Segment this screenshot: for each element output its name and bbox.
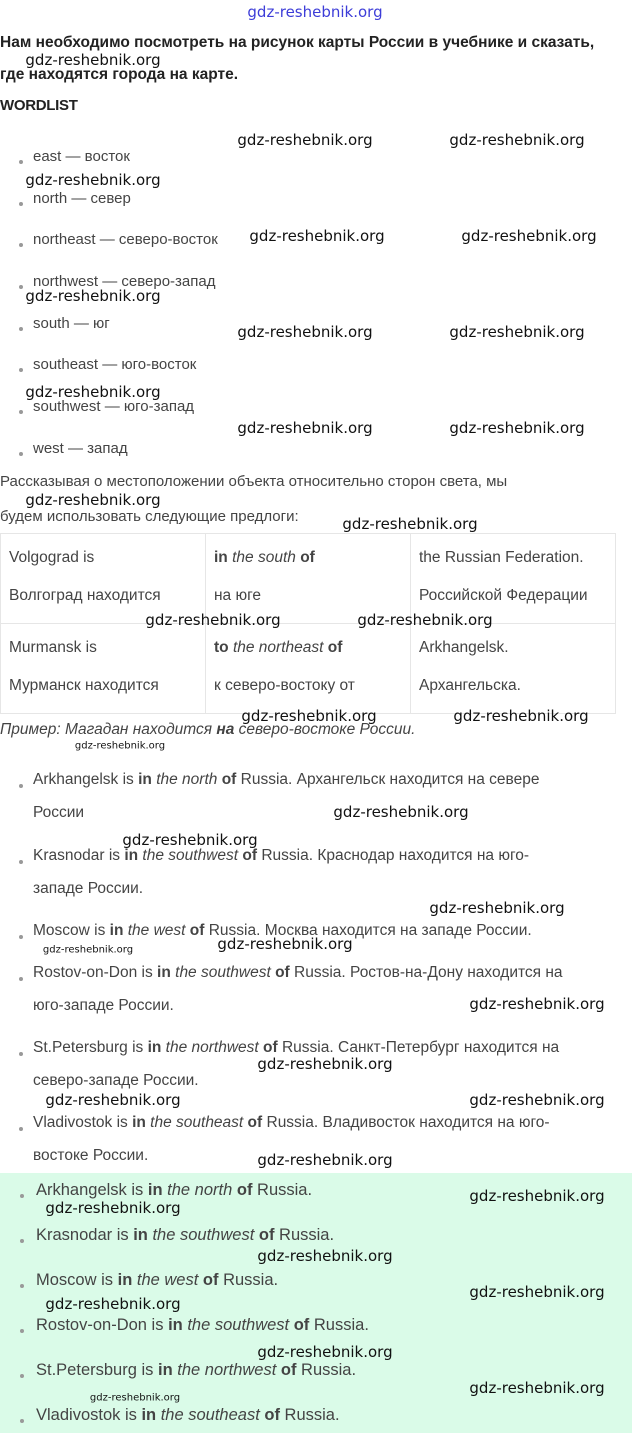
table-cell	[411, 534, 616, 624]
bullet-icon	[19, 160, 23, 164]
wordlist-item: southwest — юго-запад	[33, 398, 195, 415]
watermark: gdz-reshebnik.org	[45, 1199, 181, 1217]
wordlist-item: north — север	[33, 190, 131, 207]
cell-ru: Российской Федерации	[419, 587, 588, 604]
bullet-icon	[19, 784, 23, 788]
bullet-icon	[20, 1194, 24, 1198]
sentence: Krasnodar is in the southwest of Russia. Краснодар находится на юго-	[33, 847, 530, 864]
watermark: gdz-reshebnik.org	[74, 740, 166, 752]
prepositions-table	[0, 533, 616, 714]
bullet-icon	[20, 1239, 24, 1243]
sentence-continuation: востоке России.	[33, 1147, 149, 1164]
watermark: gdz-reshebnik.org	[25, 491, 161, 509]
sentence: Vladivostok is in the southeast of Russia.	[36, 1406, 340, 1424]
watermark: gdz-reshebnik.org	[241, 707, 377, 725]
bullet-icon	[19, 860, 23, 864]
watermark: gdz-reshebnik.org	[429, 899, 565, 917]
watermark: gdz-reshebnik.org	[25, 51, 161, 69]
watermark: gdz-reshebnik.org	[449, 131, 585, 149]
cell-en: in the south of	[214, 549, 315, 566]
wordlist-item: south — юг	[33, 315, 110, 332]
watermark: gdz-reshebnik.org	[449, 419, 585, 437]
sentence: Arkhangelsk is in the north of Russia.	[36, 1181, 313, 1199]
bullet-icon	[19, 977, 23, 981]
bullet-icon	[19, 452, 23, 456]
table-cell	[1, 534, 206, 624]
sentence: Moscow is in the west of Russia.	[36, 1271, 279, 1289]
watermark: gdz-reshebnik.org	[247, 3, 383, 21]
bullet-icon	[19, 935, 23, 939]
watermark: gdz-reshebnik.org	[333, 803, 469, 821]
bullet-icon	[19, 1052, 23, 1056]
watermark: gdz-reshebnik.org	[469, 1283, 605, 1301]
cell-ru: Архангельска.	[419, 677, 521, 694]
watermark: gdz-reshebnik.org	[237, 323, 373, 341]
example: Пример: Магадан находится на северо-востоке России.	[0, 721, 416, 738]
sentence: Vladivostok is in the southeast of Russia. Владивосток находится на юго-	[33, 1114, 550, 1131]
watermark: gdz-reshebnik.org	[45, 1295, 181, 1313]
watermark: gdz-reshebnik.org	[257, 1343, 393, 1361]
watermark: gdz-reshebnik.org	[461, 227, 597, 245]
bullet-icon	[19, 243, 23, 247]
watermark: gdz-reshebnik.org	[257, 1247, 393, 1265]
watermark: gdz-reshebnik.org	[357, 611, 493, 629]
table-cell	[411, 624, 616, 714]
watermark: gdz-reshebnik.org	[25, 383, 161, 401]
table-row	[1, 534, 616, 624]
paragraph-line-2: будем использовать следующие предлоги:	[0, 508, 299, 525]
sentence-continuation: юго-западе России.	[33, 997, 174, 1014]
watermark: gdz-reshebnik.org	[453, 707, 589, 725]
sentence-continuation: северо-западе России.	[33, 1072, 199, 1089]
watermark: gdz-reshebnik.org	[237, 131, 373, 149]
bullet-icon	[19, 410, 23, 414]
bullet-icon	[19, 285, 23, 289]
watermark: gdz-reshebnik.org	[25, 287, 161, 305]
bullet-icon	[20, 1329, 24, 1333]
sentence-continuation: России	[33, 804, 85, 821]
bullet-icon	[20, 1284, 24, 1288]
bullet-icon	[19, 327, 23, 331]
watermark: gdz-reshebnik.org	[469, 1187, 605, 1205]
sentence: St.Petersburg is in the northwest of Russia. Санкт-Петербург находится на	[33, 1039, 560, 1056]
watermark: gdz-reshebnik.org	[249, 227, 385, 245]
watermark: gdz-reshebnik.org	[342, 515, 478, 533]
paragraph-line-1: Рассказывая о местоположении объекта относительно сторон света, мы	[0, 473, 508, 490]
bullet-icon	[20, 1374, 24, 1378]
wordlist-title: WORDLIST	[0, 97, 78, 114]
watermark: gdz-reshebnik.org	[145, 611, 281, 629]
sentence: Rostov-on-Don is in the southwest of Russia. Ростов-на-Дону находится на	[33, 964, 563, 981]
watermark: gdz-reshebnik.org	[42, 944, 134, 956]
sentence: Rostov-on-Don is in the southwest of Russia.	[36, 1316, 369, 1334]
cell-ru: на юге	[214, 587, 262, 604]
intro-line-2: где находятся города на карте.	[0, 66, 239, 83]
bullet-icon	[20, 1419, 24, 1423]
watermark: gdz-reshebnik.org	[237, 419, 373, 437]
table-cell	[1, 624, 206, 714]
bullet-icon	[19, 1127, 23, 1131]
cell-en: Volgograd is	[9, 549, 95, 566]
cell-en: Murmansk is	[9, 639, 97, 656]
watermark: gdz-reshebnik.org	[469, 1379, 605, 1397]
bullet-icon	[19, 368, 23, 372]
watermark: gdz-reshebnik.org	[469, 995, 605, 1013]
sentence: Moscow is in the west of Russia. Москва находится на западе России.	[33, 922, 532, 939]
table-cell	[206, 534, 411, 624]
cell-ru: Мурманск находится	[9, 677, 159, 694]
watermark: gdz-reshebnik.org	[217, 935, 353, 953]
intro-line-1: Нам необходимо посмотреть на рисунок карты России в учебнике и сказать,	[0, 34, 595, 51]
sentence: Krasnodar is in the southwest of Russia.	[36, 1226, 335, 1244]
watermark: gdz-reshebnik.org	[45, 1091, 181, 1109]
sentence-continuation: западе России.	[33, 880, 144, 897]
cell-en: Arkhangelsk.	[419, 639, 509, 656]
watermark: gdz-reshebnik.org	[257, 1055, 393, 1073]
watermark: gdz-reshebnik.org	[89, 1392, 181, 1404]
watermark: gdz-reshebnik.org	[257, 1151, 393, 1169]
watermark: gdz-reshebnik.org	[449, 323, 585, 341]
watermark: gdz-reshebnik.org	[25, 171, 161, 189]
wordlist-item: northeast — северо-восток	[33, 231, 218, 248]
sentence: St.Petersburg is in the northwest of Russia.	[36, 1361, 357, 1379]
wordlist-item: southeast — юго-восток	[33, 356, 197, 373]
wordlist-item: east — восток	[33, 148, 130, 165]
watermark: gdz-reshebnik.org	[469, 1091, 605, 1109]
sentence: Arkhangelsk is in the north of Russia. Архангельск находится на севере	[33, 771, 540, 788]
cell-ru: к северо-востоку от	[214, 677, 355, 694]
bullet-icon	[19, 202, 23, 206]
wordlist-item: west — запад	[33, 440, 128, 457]
cell-en: the Russian Federation.	[419, 549, 584, 566]
watermark: gdz-reshebnik.org	[122, 831, 258, 849]
cell-en: to the northeast of	[214, 639, 343, 656]
wordlist-item: northwest — северо-запад	[33, 273, 216, 290]
table-row	[1, 624, 616, 714]
table-cell	[206, 624, 411, 714]
cell-ru: Волгоград находится	[9, 587, 161, 604]
